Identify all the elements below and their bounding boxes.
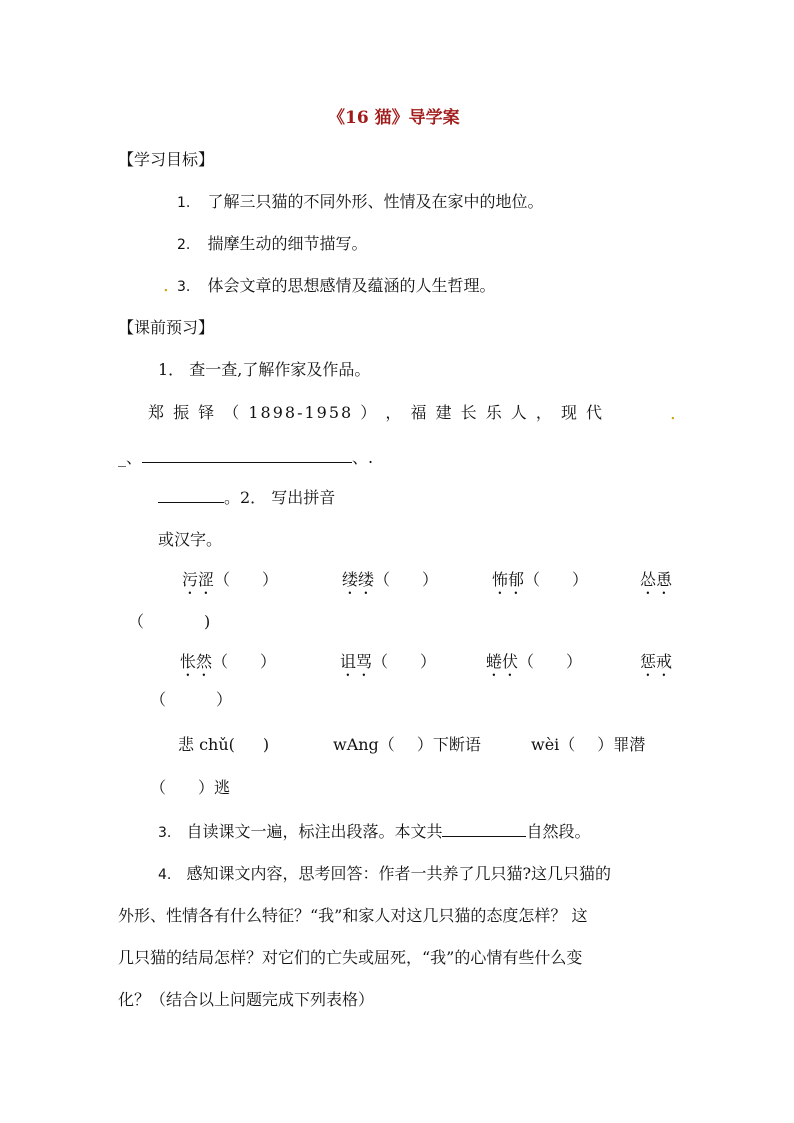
char-item	[340, 652, 436, 680]
goal-text: 揣摩生动的细节描写。	[207, 234, 368, 253]
answer-blank[interactable]	[142, 448, 352, 463]
question-4	[158, 864, 611, 885]
goal-item	[177, 276, 495, 297]
pinyin-item	[333, 735, 481, 755]
blank-line	[118, 448, 373, 468]
paren-close: ）	[216, 690, 233, 709]
answer-paren[interactable]: （ ）	[374, 570, 439, 589]
char-word: 怅然	[180, 652, 213, 671]
pinyin-wrap: （ ）逃	[150, 778, 231, 797]
goal-item	[177, 234, 367, 255]
goal-number: 3.	[177, 279, 191, 295]
answer-paren[interactable]: （ ）	[214, 570, 279, 589]
question-4-line: 几只猫的结局怎样？对它们的亡失或屈死，“我”的心情有些什么变	[118, 948, 583, 967]
blank-separator: _、	[118, 448, 143, 467]
question-2-label: 。2． 写出拼音	[224, 488, 336, 507]
goal-number: 1.	[177, 195, 191, 211]
char-item	[640, 570, 672, 598]
blank-line	[158, 488, 335, 508]
preview-heading: 【课前预习】	[118, 318, 215, 337]
answer-paren[interactable]: （ ）	[524, 570, 589, 589]
char-word: 怖郁	[492, 570, 525, 589]
char-word: 惩戒	[640, 652, 673, 671]
question-number: 3.	[158, 825, 172, 841]
char-item	[182, 570, 278, 598]
char-item	[492, 570, 588, 598]
answer-paren[interactable]: （ ）	[372, 652, 437, 671]
answer-blank[interactable]	[442, 822, 526, 837]
pinyin-item	[531, 735, 645, 755]
pinyin-item	[178, 735, 269, 755]
question-1: 1． 查一查,了解作家及作品。	[158, 360, 371, 379]
question-text: 感知课文内容，思考回答：作者一共养了几只猫?这几只猫的	[186, 864, 612, 883]
answer-paren[interactable]: （ ）	[212, 652, 277, 671]
char-word: 蜷伏	[486, 652, 519, 671]
answer-paren[interactable]: ）罪潜	[597, 735, 646, 754]
decorative-dot: .	[163, 275, 169, 296]
goals-heading: 【学习目标】	[118, 150, 215, 169]
answer-paren[interactable]: （ ）	[518, 652, 583, 671]
char-word: 缕缕	[342, 570, 375, 589]
question-text: 自读课文一遍，标注出段落。本文共	[186, 822, 443, 841]
question-4-line: 外形、性情各有什么特征？“我”和家人对这几只猫的态度怎样？ 这	[118, 906, 588, 925]
question-3	[158, 822, 590, 843]
question-2-continued: 或汉字。	[158, 530, 223, 549]
goal-text: 体会文章的思想感情及蕴涵的人生哲理。	[207, 276, 496, 295]
char-item	[342, 570, 438, 598]
char-item	[640, 652, 672, 680]
goal-text: 了解三只猫的不同外形、性情及在家中的地位。	[207, 192, 544, 211]
char-item	[180, 652, 276, 680]
answer-paren[interactable]: （	[128, 612, 145, 631]
pinyin-text: 悲 chǔ(	[178, 735, 235, 754]
pinyin-text: wAng（	[333, 735, 395, 754]
char-item-wrap	[128, 612, 210, 632]
author-line: 郑 振 铎 （ 1898-1958 ） ， 福 建 长 乐 人 ， 现 代	[148, 403, 605, 422]
question-number: 4.	[158, 867, 172, 883]
question-4-line: 化？（结合以上问题完成下列表格）	[118, 990, 375, 1009]
char-word: 污涩	[182, 570, 215, 589]
pinyin-text: wèi（	[531, 735, 576, 754]
question-text: 自然段。	[526, 822, 591, 841]
answer-paren[interactable]: （	[150, 690, 167, 709]
goal-item	[177, 192, 543, 213]
answer-blank[interactable]	[158, 488, 224, 503]
char-word: 诅骂	[340, 652, 373, 671]
page-title: 《16 猫》导学案	[328, 108, 460, 128]
paren-close: )	[204, 612, 211, 631]
goal-number: 2.	[177, 237, 191, 253]
char-item-wrap	[150, 690, 232, 710]
answer-paren[interactable]: ）下断语	[416, 735, 481, 754]
blank-separator: 、.	[352, 448, 374, 467]
decorative-dot: .	[670, 403, 676, 424]
answer-paren[interactable]: )	[262, 735, 270, 754]
char-item	[486, 652, 582, 680]
char-word: 怂恿	[640, 570, 673, 589]
